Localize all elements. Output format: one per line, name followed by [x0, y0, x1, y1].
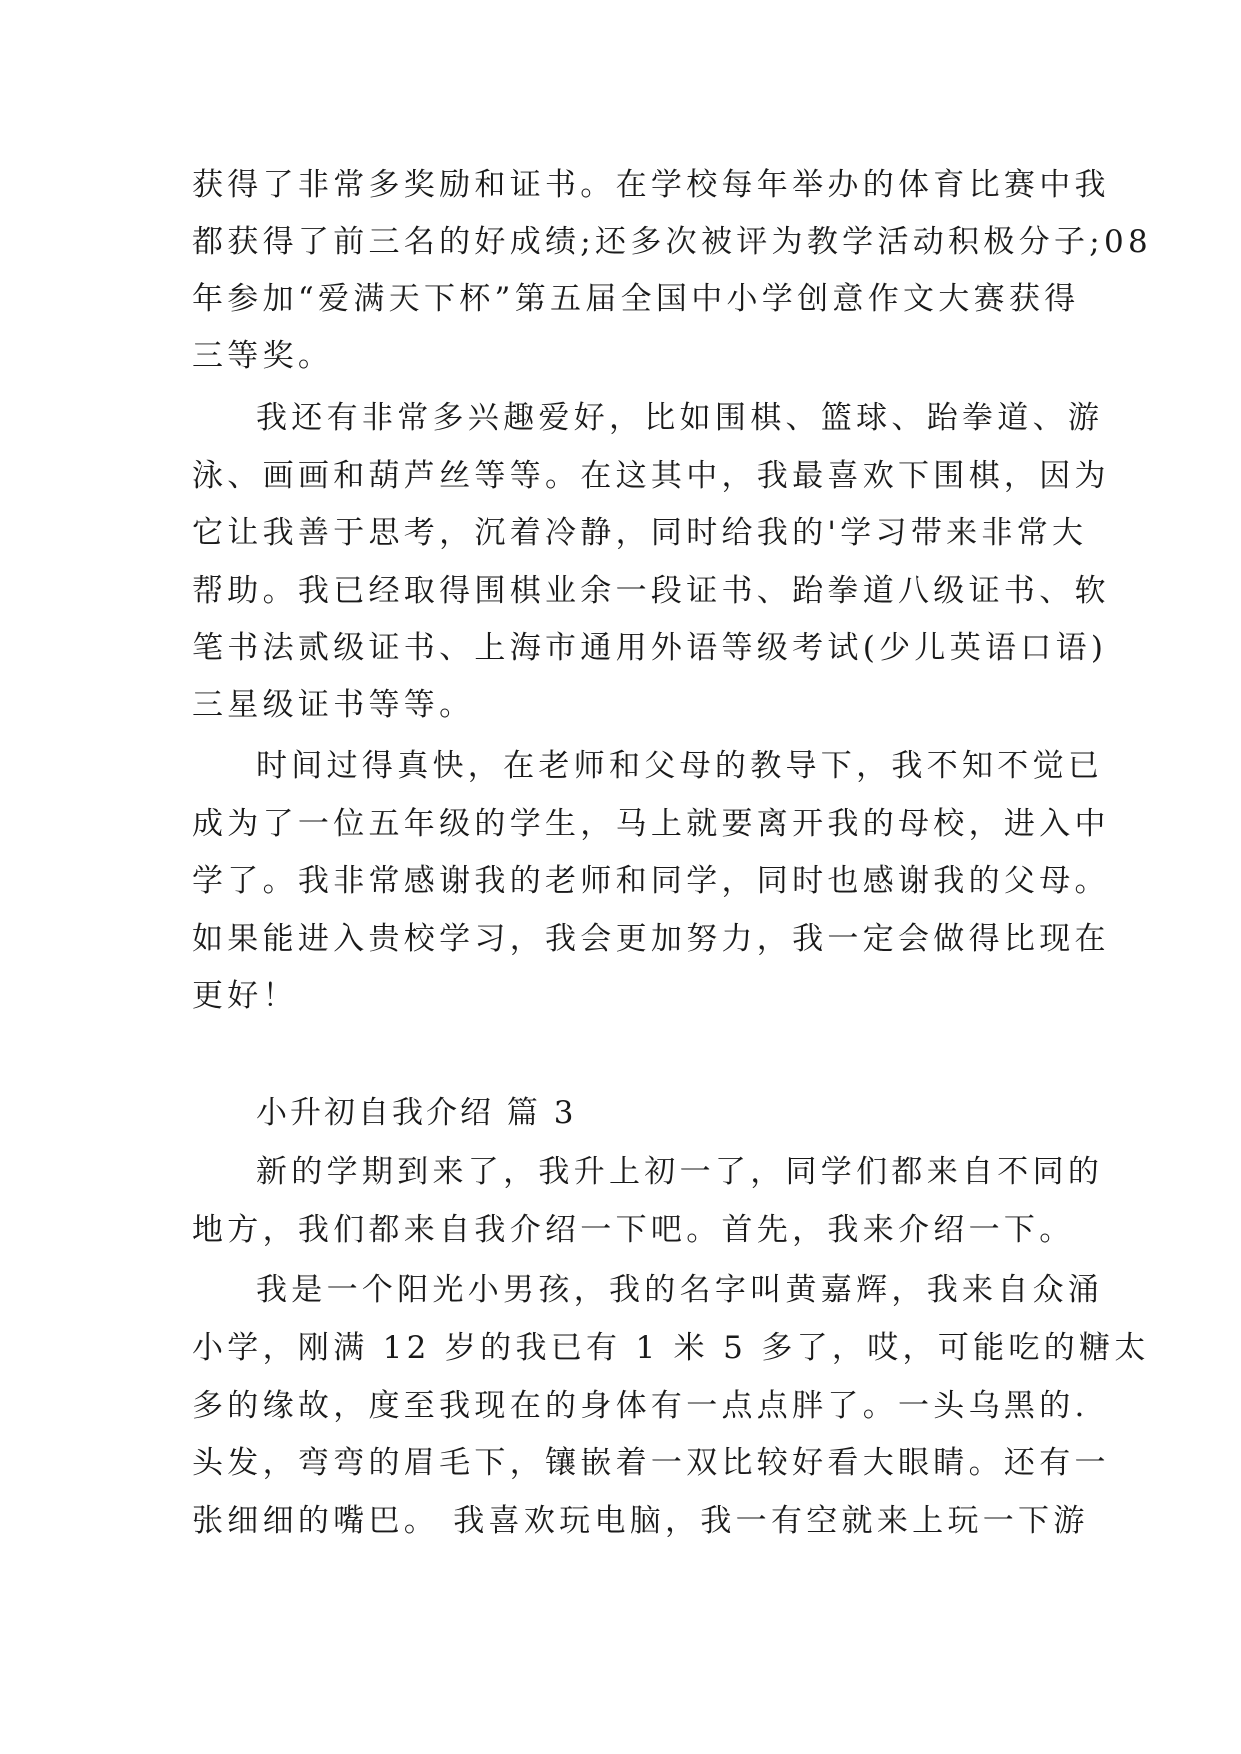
text-line: 它让我善于思考，沉着冷静，同时给我的'学习带来非常大: [192, 515, 1088, 551]
text-line: 三星级证书等等。: [192, 687, 475, 723]
paragraph-first-line: 我还有非常多兴趣爱好，比如围棋、篮球、跆拳道、游: [256, 400, 1104, 436]
text-line: 三等奖。: [192, 338, 334, 374]
section-heading: 小升初自我介绍 篇 3: [256, 1095, 577, 1131]
text-line: 都获得了前三名的好成绩;还多次被评为教学活动积极分子;08: [192, 224, 1153, 260]
text-line: 头发，弯弯的眉毛下，镶嵌着一双比较好看大眼睛。还有一: [192, 1445, 1110, 1481]
paragraph-first-line: 时间过得真快，在老师和父母的教导下，我不知不觉已: [256, 748, 1104, 784]
text-line: 地方，我们都来自我介绍一下吧。首先，我来介绍一下。: [192, 1212, 1075, 1248]
text-line: 帮助。我已经取得围棋业余一段证书、跆拳道八级证书、软: [192, 573, 1110, 609]
text-line: 获得了非常多奖励和证书。在学校每年举办的体育比赛中我: [192, 167, 1110, 203]
text-line: 学了。我非常感谢我的老师和同学，同时也感谢我的父母。: [192, 863, 1110, 899]
paragraph-first-line: 我是一个阳光小男孩，我的名字叫黄嘉辉，我来自众涌: [256, 1272, 1104, 1308]
text-line: 如果能进入贵校学习，我会更加努力，我一定会做得比现在: [192, 921, 1110, 957]
text-line: 更好！: [192, 978, 298, 1014]
text-line: 成为了一位五年级的学生，马上就要离开我的母校，进入中: [192, 806, 1110, 842]
paragraph-first-line: 新的学期到来了，我升上初一了，同学们都来自不同的: [256, 1154, 1104, 1190]
text-line: 年参加“爱满天下杯”第五届全国中小学创意作文大赛获得: [192, 281, 1080, 317]
text-line: 小学，刚满 12 岁的我已有 1 米 5 多了，哎，可能吃的糖太: [192, 1330, 1150, 1366]
text-line: 张细细的嘴巴。 我喜欢玩电脑，我一有空就来上玩一下游: [192, 1503, 1089, 1539]
text-line: 笔书法贰级证书、上海市通用外语等级考试(少儿英语口语): [192, 630, 1108, 666]
text-line: 泳、画画和葫芦丝等等。在这其中，我最喜欢下围棋，因为: [192, 458, 1110, 494]
text-line: 多的缘故，度至我现在的身体有一点点胖了。一头乌黑的.: [192, 1388, 1089, 1424]
